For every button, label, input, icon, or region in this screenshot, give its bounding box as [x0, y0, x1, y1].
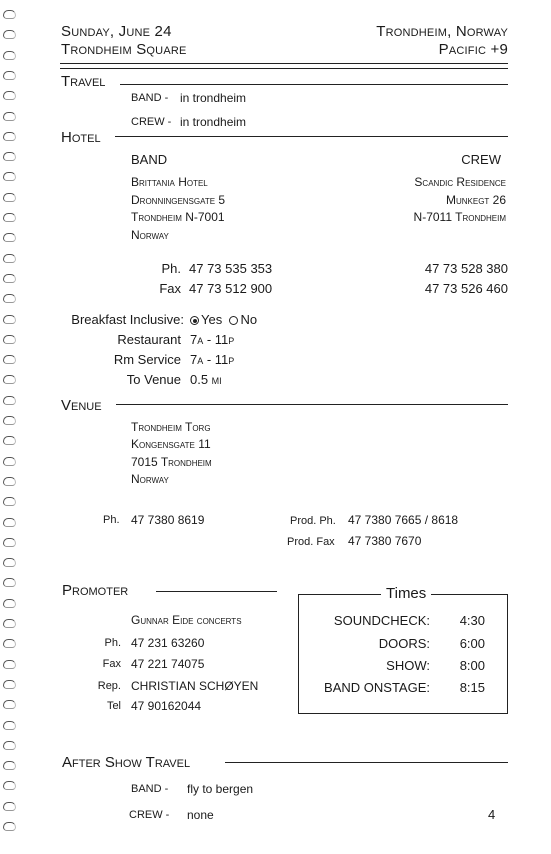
restaurant-value: 7a - 11p	[190, 332, 235, 347]
binding-hole	[3, 599, 16, 608]
binding-hole	[3, 233, 16, 242]
binding-hole	[3, 822, 16, 831]
binding-hole	[3, 680, 16, 689]
hotel-crew-line: Munkegt 26	[445, 193, 506, 207]
hotel-phone-label: Ph.	[161, 261, 181, 276]
binding-hole	[3, 802, 16, 811]
times-box	[298, 594, 508, 714]
breakfast-options	[190, 313, 257, 326]
promoter-phone: 47 231 63260	[131, 636, 205, 650]
times-label: SOUNDCHECK:	[333, 613, 430, 628]
page-number: 4	[488, 807, 496, 822]
binding-hole	[3, 335, 16, 344]
binding-hole	[3, 375, 16, 384]
hotel-crew-fax: 47 73 526 460	[424, 281, 508, 296]
breakfast-label: Breakfast Inclusive:	[71, 312, 184, 327]
times-value: 8:15	[459, 680, 485, 695]
promoter-phone-label: Ph.	[104, 637, 121, 649]
binding-hole	[3, 315, 16, 324]
promoter-rep: CHRISTIAN SCHØYEN	[131, 679, 259, 693]
rm-service-value: 7a - 11p	[190, 352, 235, 367]
binding-hole	[3, 213, 16, 222]
venue-prod-fax: 47 7380 7670	[348, 534, 422, 548]
to-venue-label: To Venue	[126, 372, 181, 387]
travel-rule	[120, 84, 508, 85]
times-label: BAND ONSTAGE:	[324, 680, 430, 695]
binding-hole	[3, 538, 16, 547]
binding-hole	[3, 396, 16, 405]
header-divider	[60, 63, 508, 69]
times-label: DOORS:	[378, 636, 430, 651]
binding-hole	[3, 10, 16, 19]
after-show-crew-value: none	[187, 808, 214, 822]
after-show-crew-label: CREW -	[129, 809, 170, 821]
binding-hole	[3, 274, 16, 283]
binding-hole	[3, 558, 16, 567]
binding-hole	[3, 781, 16, 790]
binding-hole	[3, 254, 16, 263]
times-value: 6:00	[459, 636, 485, 651]
restaurant-label: Restaurant	[117, 332, 181, 347]
hotel-crew-phone: 47 73 528 380	[424, 261, 508, 276]
city: Trondheim, Norway	[376, 23, 508, 40]
promoter-name: Gunnar Eide concerts	[131, 613, 242, 627]
venue-line: Norway	[131, 472, 169, 486]
binding-hole	[3, 700, 16, 709]
hotel-band-phone: 47 73 535 353	[189, 261, 273, 276]
times-value: 8:00	[459, 658, 485, 673]
venue-short-name: Trondheim Square	[61, 41, 187, 58]
venue-phone-label: Ph.	[103, 514, 120, 526]
to-venue-value: 0.5 mi	[190, 372, 222, 387]
times-title: Times	[381, 586, 431, 601]
travel-band-value: in trondheim	[180, 91, 247, 105]
after-show-band-value: fly to bergen	[187, 782, 254, 796]
travel-title: Travel	[61, 73, 106, 90]
hotel-band-heading: BAND	[131, 152, 168, 167]
after-show-title: After Show Travel	[62, 754, 191, 771]
binding-hole	[3, 477, 16, 486]
binding-hole	[3, 761, 16, 770]
binding-hole	[3, 721, 16, 730]
breakfast-no-radio[interactable]	[229, 316, 238, 325]
binding-hole	[3, 112, 16, 121]
binding-hole	[3, 294, 16, 303]
after-show-rule	[225, 762, 508, 763]
binding-hole	[3, 193, 16, 202]
binding-hole	[3, 30, 16, 39]
binding-hole	[3, 355, 16, 364]
binding-hole	[3, 578, 16, 587]
venue-line: Trondheim Torg	[131, 420, 211, 434]
promoter-rep-label: Rep.	[97, 680, 121, 692]
hotel-band-line: Brittania Hotel	[131, 175, 208, 189]
timezone: Pacific +9	[438, 41, 508, 58]
promoter-fax: 47 221 74075	[131, 657, 205, 671]
promoter-tel-label: Tel	[106, 700, 121, 712]
binding-hole	[3, 172, 16, 181]
binding-hole	[3, 457, 16, 466]
hotel-band-fax: 47 73 512 900	[189, 281, 273, 296]
travel-band-label: BAND -	[131, 92, 169, 104]
hotel-crew-line: Scandic Residence	[414, 175, 506, 189]
venue-prod-fax-label: Prod. Fax	[287, 536, 335, 548]
hotel-crew-line: N-7011 Trondheim	[413, 210, 506, 224]
binding-hole	[3, 436, 16, 445]
venue-rule	[116, 404, 508, 405]
binding-hole	[3, 619, 16, 628]
breakfast-yes-label: Yes	[201, 312, 223, 327]
binding-hole	[3, 71, 16, 80]
binding-hole	[3, 741, 16, 750]
travel-crew-value: in trondheim	[180, 115, 247, 129]
binding-hole	[3, 660, 16, 669]
binding-hole	[3, 518, 16, 527]
binding-hole	[3, 416, 16, 425]
binding-hole	[3, 132, 16, 141]
hotel-fax-label: Fax	[159, 281, 181, 296]
binding-hole	[3, 91, 16, 100]
venue-prod-phone-label: Prod. Ph.	[290, 515, 336, 527]
breakfast-yes-radio[interactable]	[190, 316, 199, 325]
venue-phone: 47 7380 8619	[131, 513, 205, 527]
venue-line: 7015 Trondheim	[131, 455, 212, 469]
hotel-crew-heading: CREW	[461, 152, 501, 167]
venue-line: Kongensgate 11	[131, 437, 211, 451]
venue-title: Venue	[61, 397, 102, 414]
date: Sunday, June 24	[61, 23, 172, 40]
binding-hole	[3, 639, 16, 648]
venue-prod-phone: 47 7380 7665 / 8618	[348, 513, 459, 527]
hotel-rule	[115, 136, 508, 137]
rm-service-label: Rm Service	[113, 352, 181, 367]
after-show-band-label: BAND -	[131, 783, 169, 795]
hotel-band-line: Norway	[131, 228, 169, 242]
hotel-title: Hotel	[61, 129, 101, 146]
times-label: SHOW:	[386, 658, 430, 673]
binding-hole	[3, 152, 16, 161]
promoter-rule	[156, 591, 277, 592]
times-value: 4:30	[459, 613, 485, 628]
binding-hole	[3, 51, 16, 60]
hotel-band-line: Dronningensgate 5	[131, 193, 226, 207]
binding-hole	[3, 497, 16, 506]
promoter-fax-label: Fax	[102, 658, 121, 670]
spiral-binding	[0, 0, 30, 854]
promoter-tel: 47 90162044	[131, 699, 202, 713]
hotel-band-line: Trondheim N-7001	[131, 210, 225, 224]
breakfast-no-label: No	[240, 312, 258, 327]
promoter-title: Promoter	[62, 582, 129, 599]
travel-crew-label: CREW -	[131, 116, 172, 128]
